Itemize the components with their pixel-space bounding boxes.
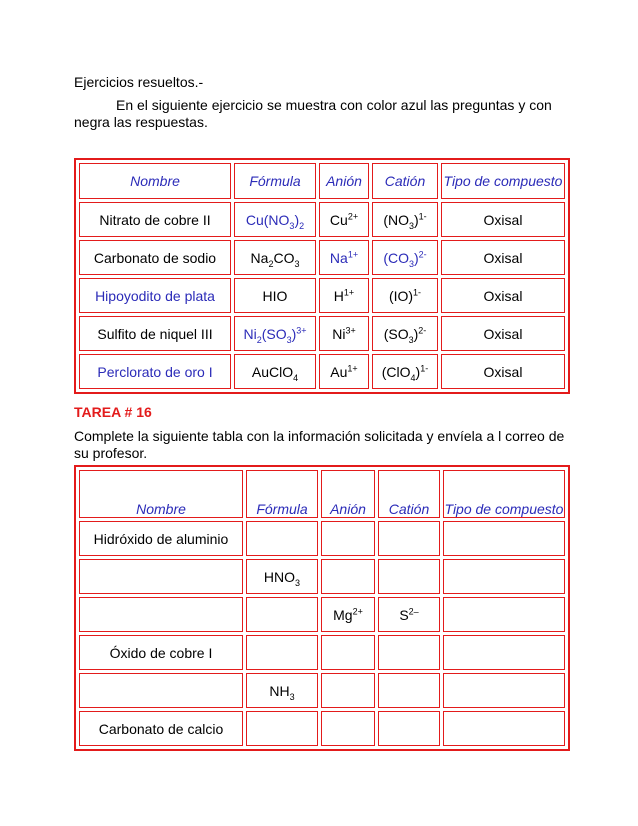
col-header-formula: Fórmula <box>246 470 318 518</box>
cell-tipo: Oxisal <box>441 240 565 275</box>
cell-nombre: Óxido de cobre I <box>79 635 243 670</box>
cell-cation <box>378 635 440 670</box>
task-table <box>74 465 570 751</box>
cell-anion: $Mg^{2+}$ <box>321 597 375 632</box>
cell-cation <box>378 521 440 556</box>
table-row <box>79 559 565 594</box>
cell-nombre <box>79 673 243 708</box>
col-header-tipo: Tipo de compuesto <box>441 163 565 199</box>
cell-tipo: Oxisal <box>441 202 565 237</box>
cell-nombre: Sulfito de niquel III <box>79 316 231 351</box>
cell-anion <box>321 559 375 594</box>
col-header-anion: Anión <box>321 470 375 518</box>
page-heading: Ejercicios resueltos.- <box>74 74 204 90</box>
cell-cation: (IO)$^{1-}$ <box>372 278 438 313</box>
cell-anion <box>321 635 375 670</box>
col-header-formula: Fórmula <box>234 163 316 199</box>
cell-cation: $(CO_3)^{2-}$ <box>372 240 438 275</box>
table-row <box>79 278 565 313</box>
task-title: TAREA # 16 <box>74 404 152 420</box>
cell-anion: $Au^{1+}$ <box>319 354 369 389</box>
cell-tipo: Oxisal <box>441 316 565 351</box>
cell-anion: $Ni^{3+}$ <box>319 316 369 351</box>
cell-tipo <box>443 559 565 594</box>
col-header-cation: Catión <box>372 163 438 199</box>
cell-formula <box>246 521 318 556</box>
cell-formula: HIO <box>234 278 316 313</box>
cell-cation <box>378 711 440 746</box>
cell-cation: $(SO_3)^{2-}$ <box>372 316 438 351</box>
cell-tipo <box>443 635 565 670</box>
cell-anion <box>321 521 375 556</box>
cell-anion <box>321 711 375 746</box>
col-header-nombre: Nombre <box>79 163 231 199</box>
task-instructions: Complete la siguiente tabla con la información solicitada y envíela a l correo de su profesor. <box>74 428 565 461</box>
cell-formula <box>246 711 318 746</box>
cell-formula <box>246 597 318 632</box>
table-row <box>79 521 565 556</box>
cell-tipo <box>443 597 565 632</box>
cell-cation: $(NO_3)^{1-}$ <box>372 202 438 237</box>
table-row <box>79 240 565 275</box>
cell-tipo: Oxisal <box>441 354 565 389</box>
cell-tipo <box>443 521 565 556</box>
cell-anion <box>321 673 375 708</box>
col-header-cation: Catión <box>378 470 440 518</box>
cell-formula: $Cu(NO_3)_2$ <box>234 202 316 237</box>
cell-nombre: Hipoyodito de plata <box>79 278 231 313</box>
cell-formula: $NH_3$ <box>246 673 318 708</box>
cell-nombre <box>79 597 243 632</box>
cell-nombre: Hidróxido de aluminio <box>79 521 243 556</box>
cell-formula: $Ni_2(SO_3)^{3+}$ <box>234 316 316 351</box>
cell-tipo <box>443 673 565 708</box>
intro-paragraph: En el siguiente ejercicio se muestra con color azul las preguntas y con negra las respuestas. <box>74 97 552 130</box>
table-row <box>79 597 565 632</box>
col-header-nombre: Nombre <box>79 470 243 518</box>
cell-nombre: Carbonato de sodio <box>79 240 231 275</box>
cell-nombre: Nitrato de cobre II <box>79 202 231 237</box>
cell-anion: $Na^{1+}$ <box>319 240 369 275</box>
cell-formula <box>246 635 318 670</box>
cell-cation <box>378 559 440 594</box>
cell-anion: $H^{1+}$ <box>319 278 369 313</box>
cell-formula: AuClO$_4$ <box>234 354 316 389</box>
cell-formula: $HNO_3$ <box>246 559 318 594</box>
table-row <box>79 354 565 389</box>
cell-tipo <box>443 711 565 746</box>
col-header-tipo: Tipo de compuesto <box>443 470 565 518</box>
table-row <box>79 711 565 746</box>
cell-nombre: Perclorato de oro I <box>79 354 231 389</box>
solved-exercises-table <box>74 158 570 394</box>
col-header-anion: Anión <box>319 163 369 199</box>
table-row <box>79 202 565 237</box>
table-row <box>79 316 565 351</box>
cell-cation <box>378 673 440 708</box>
cell-anion: $Cu^{2+}$ <box>319 202 369 237</box>
cell-cation: $S^{2-}$ <box>378 597 440 632</box>
cell-nombre: Carbonato de calcio <box>79 711 243 746</box>
table-row <box>79 635 565 670</box>
cell-tipo: Oxisal <box>441 278 565 313</box>
table-row <box>79 673 565 708</box>
cell-formula: $Na_2CO_3$ <box>234 240 316 275</box>
cell-nombre <box>79 559 243 594</box>
cell-cation: $(ClO_4)^{1-}$ <box>372 354 438 389</box>
